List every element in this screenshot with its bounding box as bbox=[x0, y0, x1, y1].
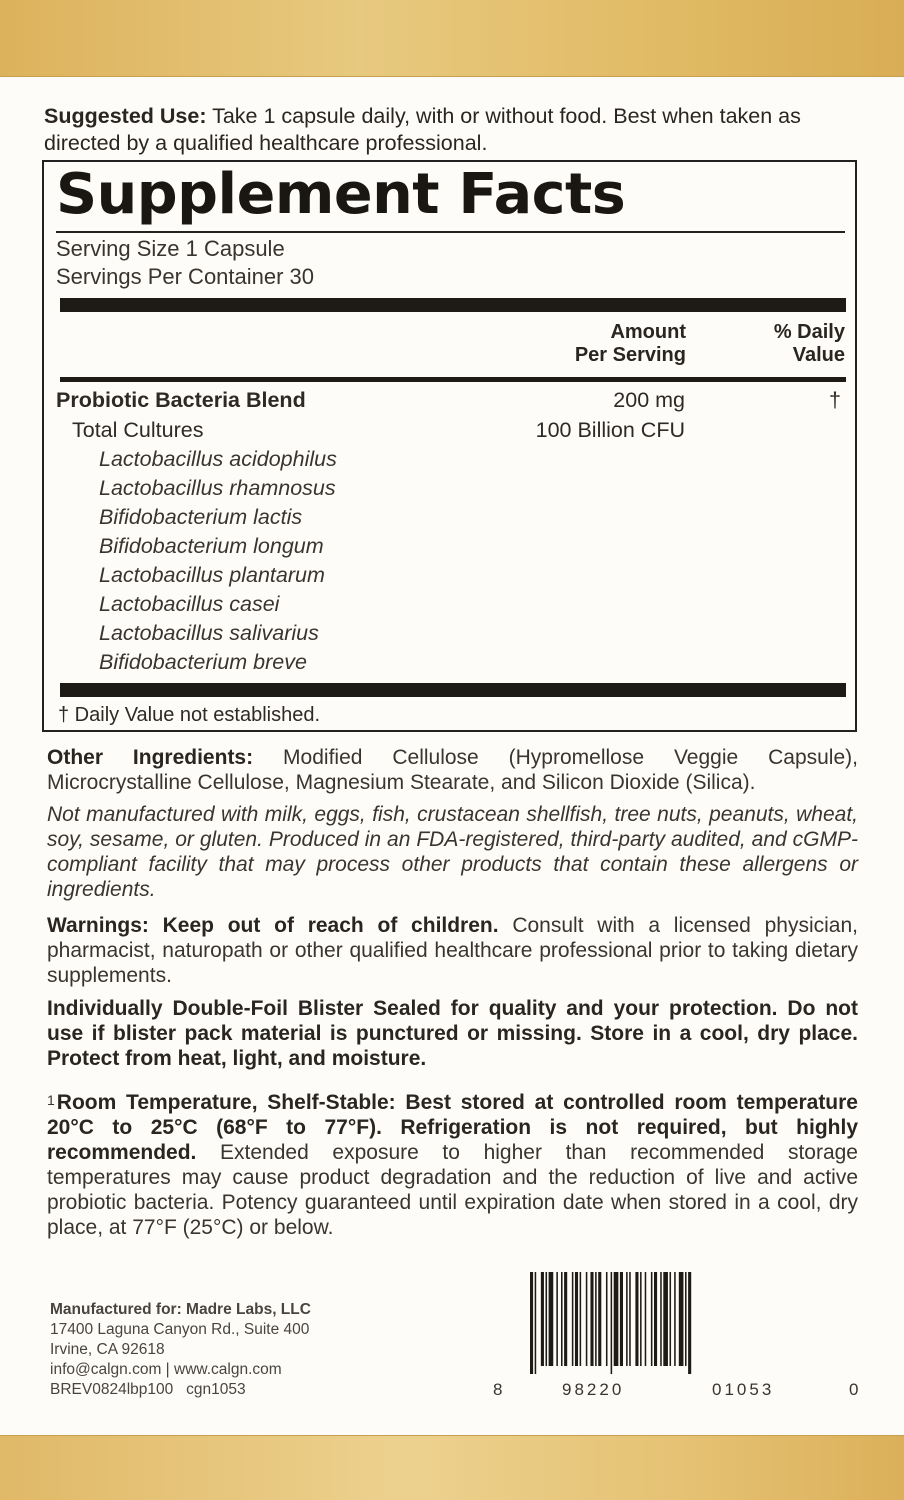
manufacturer-name: Manufactured for: Madre Labs, LLC bbox=[50, 1301, 311, 1318]
strain-item: Lactobacillus acidophilus bbox=[99, 447, 337, 471]
barcode-group-1: 98220 bbox=[562, 1380, 625, 1399]
lot-code: BREV0824lbp100 cgn1053 bbox=[50, 1381, 246, 1398]
suggested-use bbox=[44, 103, 860, 157]
blend-name: Probiotic Bacteria Blend bbox=[56, 388, 306, 412]
daily-value-note: † Daily Value not established. bbox=[58, 704, 321, 726]
storage-text: Extended exposure to higher than recommended storage temperatures may cause product degradation and the reduction of live and active probiotic bacteria. Potency guaranteed until expiration date when stored in a cool, dry place, at 77°F (25°C) or below. bbox=[47, 1141, 858, 1239]
blend-dv: † bbox=[829, 388, 841, 412]
strain-item: Lactobacillus rhamnosus bbox=[99, 476, 336, 500]
barcode-right-digit: 0 bbox=[849, 1380, 859, 1399]
total-cultures-amount: 100 Billion CFU bbox=[535, 418, 685, 442]
other-ingredients bbox=[47, 745, 858, 795]
storage-statement bbox=[47, 1090, 858, 1240]
blister-statement: Individually Double-Foil Blister Sealed for quality and your protection. Do not use if blister pack material is punctured or missing. Store in a cool, dry place. Protect from heat, light, and moisture. bbox=[47, 997, 858, 1070]
manufacturer-address: 17400 Laguna Canyon Rd., Suite 400 bbox=[50, 1321, 310, 1338]
suggested-use-label: Suggested Use: bbox=[44, 104, 207, 128]
title-rule bbox=[56, 231, 845, 233]
manufacturer-city: Irvine, CA 92618 bbox=[50, 1341, 165, 1358]
manufacturer-contact: info@calgn.com | www.calgn.com bbox=[50, 1361, 282, 1378]
strain-item: Bifidobacterium breve bbox=[99, 650, 307, 674]
barcode-image bbox=[528, 1272, 832, 1374]
serving-size: Serving Size 1 Capsule bbox=[56, 236, 285, 261]
warnings bbox=[47, 913, 858, 988]
footnote-marker: 1 bbox=[47, 1092, 55, 1108]
strain-item: Bifidobacterium lactis bbox=[99, 505, 303, 529]
thick-bar-top bbox=[60, 298, 846, 312]
thick-bar-bottom bbox=[60, 683, 846, 697]
strain-item: Lactobacillus salivarius bbox=[99, 621, 319, 645]
supplement-facts-panel bbox=[42, 160, 857, 732]
strain-item: Lactobacillus plantarum bbox=[99, 563, 325, 587]
amount-header: Amount Per Serving bbox=[574, 321, 686, 366]
strain-item: Lactobacillus casei bbox=[99, 592, 280, 616]
storage-bold: Room Temperature, Shelf-Stable: Best stored at controlled room temperature 20°C to 25°C (68°F to 77°F). Refrigeration is not required, but highly recommended. bbox=[47, 1091, 858, 1164]
bottom-gold-band bbox=[0, 1435, 904, 1500]
barcode-left-digit: 8 bbox=[493, 1380, 503, 1399]
barcode-group-2: 01053 bbox=[712, 1380, 775, 1399]
other-ingredients-label: Other Ingredients: bbox=[47, 746, 254, 769]
strain-item: Bifidobacterium longum bbox=[99, 534, 324, 558]
daily-value-header: % Daily Value bbox=[773, 321, 845, 366]
other-ingredients-text: Modified Cellulose (Hypromellose Veggie Capsule), Microcrystalline Cellulose, Magnesium Stearate, and Silicon Dioxide (Silica). bbox=[47, 746, 858, 794]
top-gold-band bbox=[0, 0, 904, 77]
warnings-label: Warnings: Keep out of reach of children. bbox=[47, 914, 499, 937]
allergen-statement: Not manufactured with milk, eggs, fish, crustacean shellfish, tree nuts, peanuts, wheat, soy, sesame, or gluten. Produced in an FDA-registered, third-party audited, and cGMP-compliant facility that may process other products that contain these allergens or ingredients. bbox=[47, 803, 858, 901]
header-bar bbox=[60, 377, 846, 382]
servings-per-container: Servings Per Container 30 bbox=[56, 264, 315, 289]
suggested-use-text: Take 1 capsule daily, with or without food. Best when taken as directed by a qualified healthcare professional. bbox=[44, 104, 801, 155]
blend-amount: 200 mg bbox=[613, 388, 685, 412]
warnings-text: Consult with a licensed physician, pharmacist, naturopath or other qualified healthcare professional prior to taking dietary supplements. bbox=[47, 914, 858, 987]
supplement-facts-title: Supplement Facts bbox=[56, 162, 626, 227]
total-cultures-label: Total Cultures bbox=[72, 418, 204, 442]
manufacturer-info bbox=[50, 1300, 311, 1400]
